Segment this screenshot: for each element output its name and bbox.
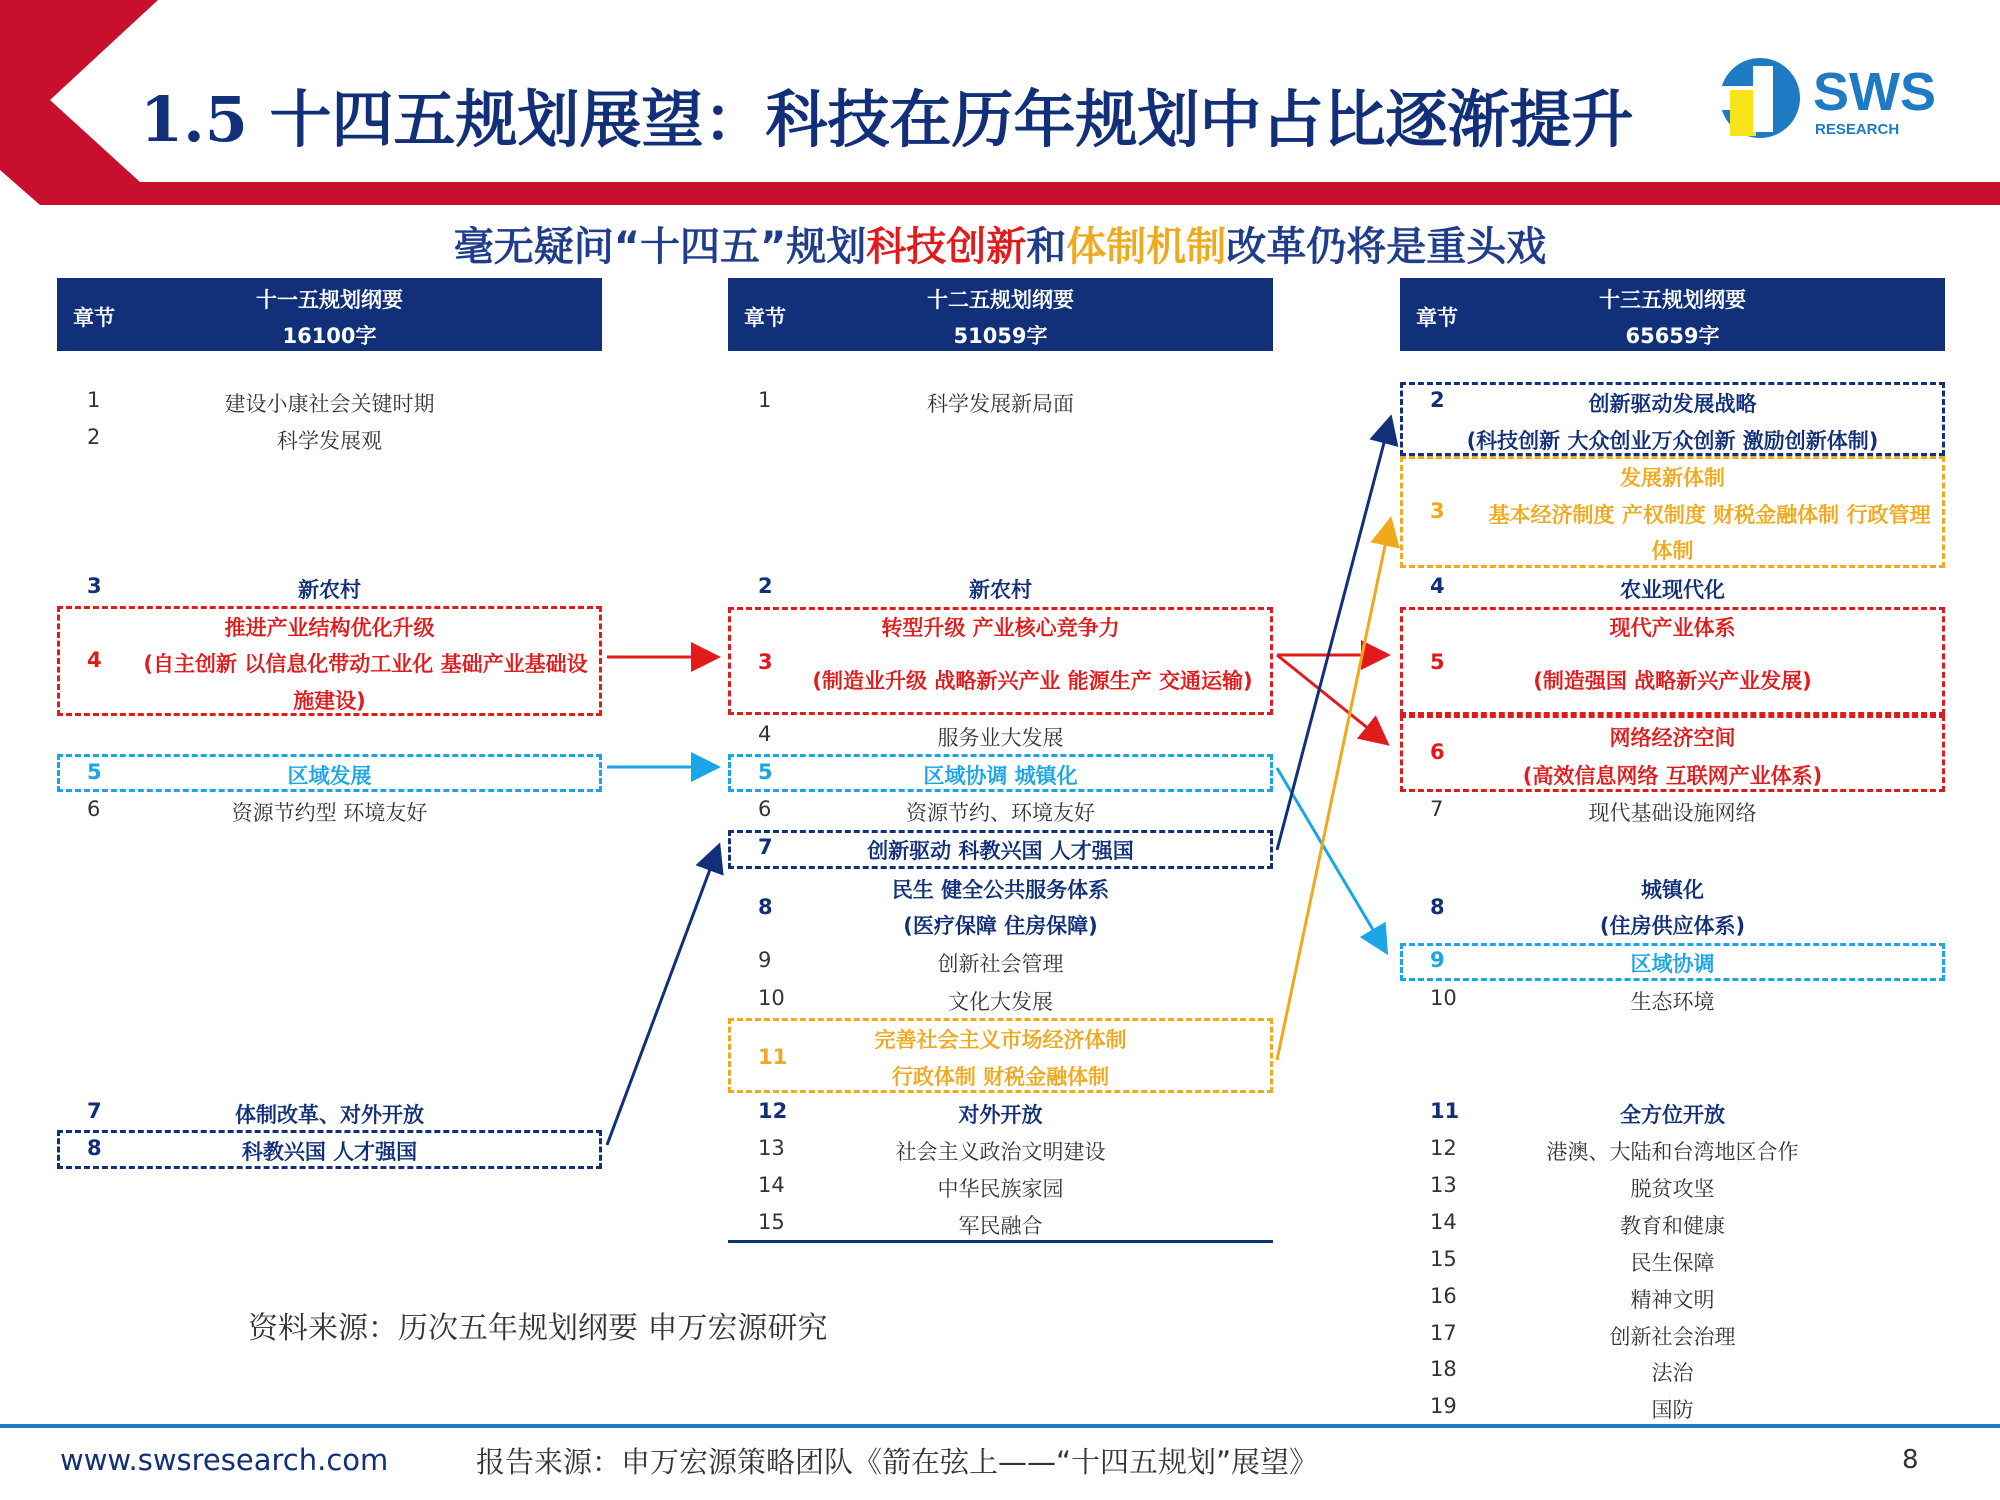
list-item: 网络经济空间 bbox=[1609, 726, 1736, 750]
list-item: 体制 bbox=[1651, 539, 1694, 563]
list-item: 6 资源节约、环境友好 bbox=[758, 797, 1095, 825]
page-number: 8 bbox=[1902, 1445, 1919, 1475]
logo-subtext: RESEARCH bbox=[1815, 121, 1900, 138]
arrow-innovation-to-strategy bbox=[1277, 420, 1390, 850]
header-plan-name: 十一五规划纲要 bbox=[256, 288, 403, 312]
header-section-label: 章节 bbox=[1416, 306, 1458, 330]
list-item: 完善社会主义市场经济体制 bbox=[874, 1028, 1127, 1052]
list-item: 11 全方位开放 bbox=[1430, 1099, 1725, 1127]
list-item: 15 民生保障 bbox=[1430, 1247, 1715, 1275]
list-item: 3 新农村 bbox=[87, 574, 361, 602]
arrow-region-coord-to-13 bbox=[1277, 768, 1385, 950]
list-item: 9 创新社会管理 bbox=[758, 948, 1064, 976]
list-item: 2 科学发展观 bbox=[87, 425, 382, 453]
list-item: 10 生态环境 bbox=[1430, 986, 1715, 1014]
list-item: 发展新体制 bbox=[1620, 466, 1725, 490]
header-word-count: 65659字 bbox=[1625, 324, 1720, 348]
list-item: 14 中华民族家园 bbox=[758, 1173, 1064, 1201]
header-word-count: 51059字 bbox=[953, 324, 1048, 348]
list-item: 施建设) bbox=[293, 689, 366, 713]
sws-logo bbox=[1715, 48, 1960, 148]
header-plan-name: 十二五规划纲要 bbox=[927, 288, 1074, 312]
list-item: 4 (自主创新 以信息化带动工业化 基础产业基础设 bbox=[87, 648, 588, 676]
list-item: 3 (制造业升级 战略新兴产业 能源生产 交通运输) bbox=[758, 650, 1253, 693]
list-item: 5 区域协调 城镇化 bbox=[758, 760, 1078, 788]
header-13th bbox=[1400, 278, 1945, 351]
list-item: 9 区域协调 bbox=[1430, 948, 1715, 976]
list-item: 18 法治 bbox=[1430, 1357, 1694, 1385]
list-item: 8 (住房供应体系) bbox=[1430, 895, 1746, 938]
column-12-bottom-rule bbox=[728, 1240, 1273, 1243]
list-item: 12 对外开放 bbox=[758, 1099, 1043, 1127]
header-11th bbox=[57, 278, 602, 351]
list-item: 城镇化 bbox=[1641, 878, 1704, 902]
footer-report-source: 报告来源：申万宏源策略团队《箭在弦上——“十四五规划”展望》 bbox=[476, 1445, 1319, 1479]
list-item: 4 服务业大发展 bbox=[758, 722, 1064, 750]
logo-text: SWS bbox=[1813, 62, 1937, 122]
subtitle-institution: 体制机制 bbox=[1066, 224, 1227, 270]
list-item: 6 (高效信息网络 互联网产业体系) bbox=[1430, 740, 1823, 788]
list-item: 8 科教兴国 人才强国 bbox=[87, 1136, 418, 1164]
list-item: 2 创新驱动发展战略 bbox=[1430, 388, 1757, 416]
list-item: 13 脱贫攻坚 bbox=[1430, 1173, 1715, 1201]
list-item: 1 科学发展新局面 bbox=[758, 388, 1074, 416]
footer-url[interactable]: www.swsresearch.com bbox=[60, 1443, 389, 1477]
header-section-label: 章节 bbox=[73, 306, 115, 330]
subtitle-part1: 毫无疑问“十四五”规划 bbox=[453, 224, 867, 270]
list-item: 7 现代基础设施网络 bbox=[1430, 797, 1757, 825]
subtitle bbox=[0, 215, 2000, 272]
list-item: 10 文化大发展 bbox=[758, 986, 1053, 1014]
header-12th bbox=[728, 278, 1273, 351]
header-section-label: 章节 bbox=[744, 306, 786, 330]
list-item: 15 军民融合 bbox=[758, 1210, 1043, 1238]
list-item: 8 (医疗保障 住房保障) bbox=[758, 895, 1098, 938]
list-item: 7 体制改革、对外开放 bbox=[87, 1099, 424, 1127]
list-item: 民生 健全公共服务体系 bbox=[891, 878, 1110, 902]
source-note: 资料来源：历次五年规划纲要 申万宏源研究 bbox=[248, 1311, 828, 1346]
list-item: 12 港澳、大陆和台湾地区合作 bbox=[1430, 1136, 1799, 1164]
list-item: 19 国防 bbox=[1430, 1394, 1694, 1422]
footer-divider bbox=[0, 1424, 2000, 1428]
list-item: 1 建设小康社会关键时期 bbox=[87, 388, 435, 416]
subtitle-part3: 和 bbox=[1026, 224, 1067, 270]
list-item: 推进产业结构优化升级 bbox=[224, 616, 435, 640]
subtitle-part5: 改革仍将是重头戏 bbox=[1226, 224, 1547, 270]
header-word-count: 16100字 bbox=[282, 324, 377, 348]
page-title: 1.5 十四五规划展望：科技在历年规划中占比逐渐提升 bbox=[140, 83, 1634, 156]
list-item: 3 基本经济制度 产权制度 财税金融体制 行政管理 bbox=[1430, 499, 1931, 527]
list-item: 17 创新社会治理 bbox=[1430, 1321, 1736, 1349]
arrow-science-edu-to-innovation bbox=[607, 848, 718, 1145]
list-item: 5 区域发展 bbox=[87, 760, 372, 788]
list-item: 13 社会主义政治文明建设 bbox=[758, 1136, 1106, 1164]
subtitle-tech-innovation: 科技创新 bbox=[866, 224, 1027, 270]
list-item: (科技创新 大众创业万众创新 激励创新体制) bbox=[1466, 429, 1879, 453]
arrow-market-system-to-new-system bbox=[1277, 522, 1390, 1060]
list-item: 11 行政体制 财税金融体制 bbox=[758, 1045, 1110, 1089]
list-item: 7 创新驱动 科教兴国 人才强国 bbox=[758, 835, 1134, 863]
list-item: 14 教育和健康 bbox=[1430, 1210, 1725, 1238]
list-item: 16 精神文明 bbox=[1430, 1284, 1715, 1312]
header-plan-name: 十三五规划纲要 bbox=[1599, 288, 1746, 312]
list-item: 2 新农村 bbox=[758, 574, 1032, 602]
list-item: 现代产业体系 bbox=[1609, 616, 1736, 640]
list-item: 6 资源节约型 环境友好 bbox=[87, 797, 428, 825]
list-item: 转型升级 产业核心竞争力 bbox=[881, 616, 1120, 640]
list-item: 4 农业现代化 bbox=[1430, 574, 1725, 602]
arrow-transformation-to-network-economy bbox=[1277, 655, 1385, 742]
list-item: 5 (制造强国 战略新兴产业发展) bbox=[1430, 650, 1812, 693]
